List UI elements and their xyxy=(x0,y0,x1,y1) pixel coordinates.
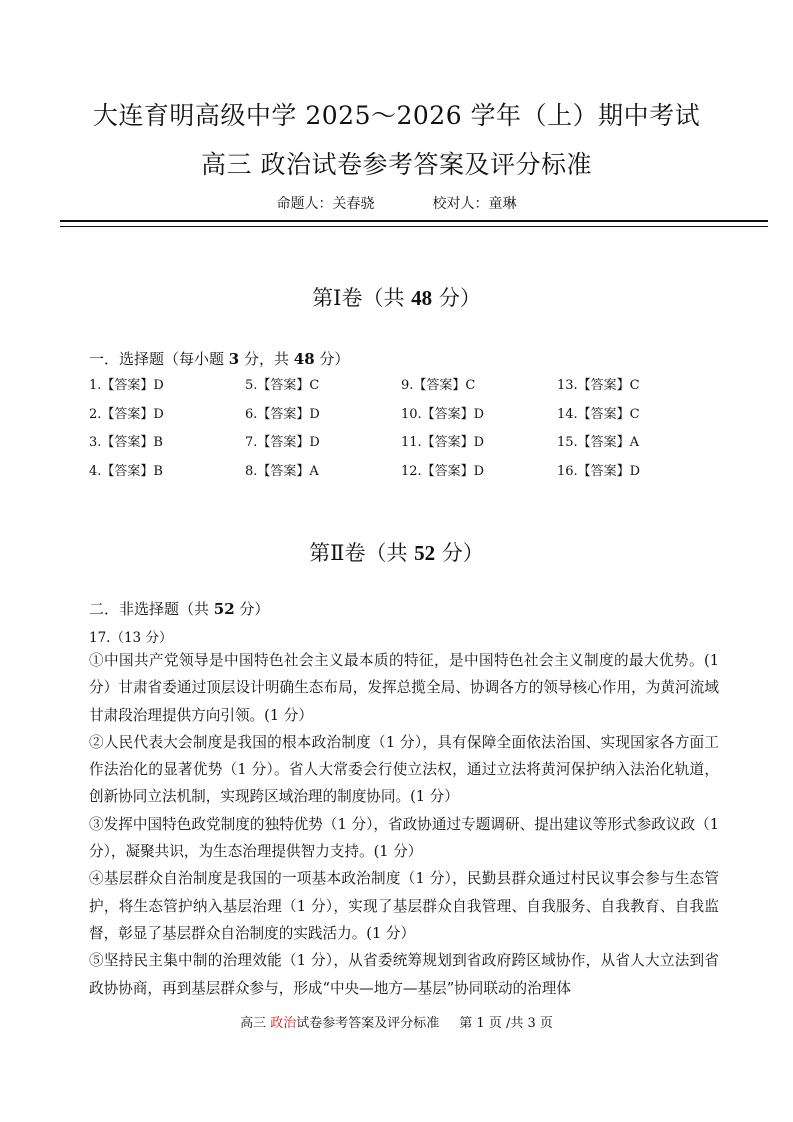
answer-item: 3.【答案】B xyxy=(89,435,163,450)
answer-paragraph: ①中国共产党领导是中国特色社会主义最本质的特征，是中国特色社会主义制度的最大优势。(1 分）甘肃省委通过顶层设计明确生态布局，发挥总揽全局、协调各方的领导核心作用，为黄河流域甘肃段治理提供方向引领。(1 分） xyxy=(89,652,719,724)
footer-suffix: 试卷参考答案及评分标准 xyxy=(296,1016,440,1031)
answer-paragraph: ④基层群众自治制度是我国的一项基本政治制度（1 分），民勤县群众通过村民议事会参与生态管护，将生态管护纳入基层治理（1 分），实现了基层群众自我管理、自我服务、自我教育、自我监督，彰显了基层群众自治制度的实践活力。(1 分） xyxy=(89,870,719,942)
part2-heading-prefix: 第Ⅱ卷（共 xyxy=(309,541,415,565)
header-rule-thin xyxy=(60,226,768,227)
answer-item: 14.【答案】C xyxy=(557,406,640,422)
answer-row xyxy=(89,374,729,403)
answer-item: 4.【答案】B xyxy=(89,463,163,479)
answer-item: 13.【答案】C xyxy=(557,378,640,393)
answer-row xyxy=(89,431,729,460)
section2-prefix: 二．非选择题（共 xyxy=(89,600,214,618)
section2-suffix: 分） xyxy=(234,600,270,618)
answer-grid xyxy=(89,374,729,488)
section1-suffix: 分） xyxy=(314,350,350,368)
question-17-answer xyxy=(89,647,719,1002)
section1-heading xyxy=(89,348,349,369)
answer-item: 6.【答案】D xyxy=(245,406,320,422)
section1-prefix: 一．选择题（每小题 xyxy=(89,350,229,368)
section1-num2: 48 xyxy=(293,350,315,368)
part2-heading-suffix: 分） xyxy=(435,541,484,565)
part2-heading xyxy=(0,537,793,567)
part1-heading-num: 48 xyxy=(411,286,433,310)
answer-item: 7.【答案】D xyxy=(245,435,320,450)
answer-item: 16.【答案】D xyxy=(557,463,641,479)
section2-num: 52 xyxy=(213,600,235,618)
document-subtitle: 高三 政治试卷参考答案及评分标准 xyxy=(201,150,592,179)
question-17-score: 17.（13 分） xyxy=(89,630,173,646)
answer-item: 9.【答案】C xyxy=(401,378,476,393)
author-line xyxy=(0,193,793,213)
part1-heading-prefix: 第Ⅰ卷（共 xyxy=(312,286,412,310)
section1-num1: 3 xyxy=(228,350,240,368)
footer-prefix: 高三 xyxy=(240,1016,271,1031)
answer-item: 10.【答案】D xyxy=(401,406,485,422)
document-title: 大连育明高级中学 2025～2026 学年（上）期中考试 xyxy=(92,101,701,130)
checker-label: 校对人：童琳 xyxy=(432,196,517,212)
author-label: 命题人：关春骁 xyxy=(276,196,375,212)
answer-paragraph: ②人民代表大会制度是我国的根本政治制度（1 分），具有保障全面依法治国、实现国家各方面工作法治化的显著优势（1 分）。省人大常委会行使立法权，通过立法将黄河保护纳入法治化轨道，创新协同立法机制，实现跨区域治理的制度协同。(1 分） xyxy=(89,733,719,806)
part2-heading-num: 52 xyxy=(414,541,436,565)
answer-item: 12.【答案】D xyxy=(401,463,485,479)
answer-row xyxy=(89,403,729,432)
answer-paragraph: ⑤坚持民主集中制的治理效能（1 分），从省委统筹规划到省政府跨区域协作，从省人大立法到省政协协商，再到基层群众参与，形成“中央—地方—基层”协同联动的治理体 xyxy=(89,952,719,997)
section1-mid: 分，共 xyxy=(239,350,294,368)
header-rule-thick xyxy=(60,220,768,222)
answer-item: 2.【答案】D xyxy=(89,406,164,422)
part1-heading-suffix: 分） xyxy=(432,286,481,310)
answer-item: 1.【答案】D xyxy=(89,378,164,393)
answer-item: 11.【答案】D xyxy=(401,435,485,450)
page-footer xyxy=(0,1012,793,1031)
answer-item: 5.【答案】C xyxy=(245,378,320,393)
answer-row xyxy=(89,460,729,489)
section2-heading xyxy=(89,598,269,619)
footer-subject: 政治 xyxy=(270,1016,297,1031)
answer-item: 15.【答案】A xyxy=(557,435,640,450)
footer-page-number: 第 1 页 /共 3 页 xyxy=(459,1016,553,1031)
part1-heading xyxy=(0,282,793,312)
answer-item: 8.【答案】A xyxy=(245,463,319,479)
answer-paragraph: ③发挥中国特色政党制度的独特优势（1 分），省政协通过专题调研、提出建议等形式参政议政（1 分），凝聚共识，为生态治理提供智力支持。(1 分） xyxy=(89,815,719,861)
